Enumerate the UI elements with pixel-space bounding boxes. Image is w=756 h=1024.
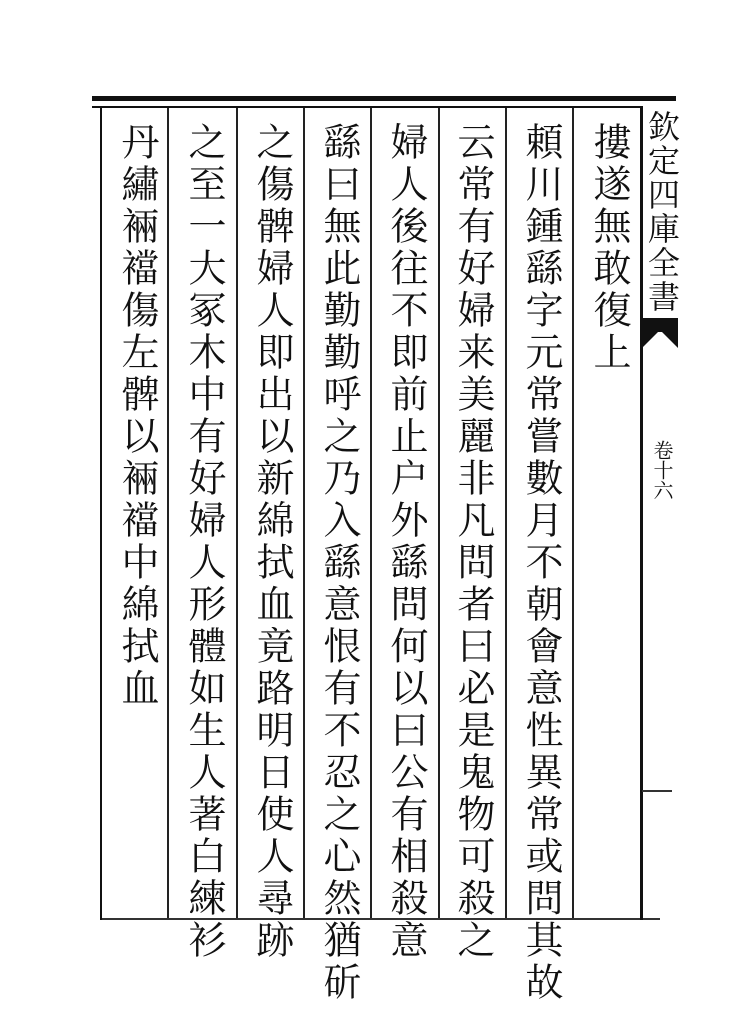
margin-tick — [642, 790, 672, 792]
text-column-6: 之至一大冢木中有好婦人形體如生人著白練衫 — [182, 122, 226, 962]
fish-tail-notch — [642, 330, 678, 348]
column-divider — [438, 108, 440, 918]
top-border-thin — [92, 106, 640, 108]
column-divider — [236, 108, 238, 918]
text-column-3: 婦人後往不即前止户外繇問何以曰公有相殺意 — [384, 122, 428, 962]
column-divider — [370, 108, 372, 918]
column-divider — [167, 108, 169, 918]
text-column-7: 丹繡裲襠傷左髀以裲襠中綿拭血 — [115, 122, 159, 710]
text-column-1: 頼川鍾繇字元常嘗數月不朝會意性異常或問其故 — [519, 122, 563, 1004]
column-divider — [572, 108, 574, 918]
column-divider — [303, 108, 305, 918]
column-divider — [505, 108, 507, 918]
text-column-4: 繇曰無此勤勤呼之乃入繇意恨有不忍之心然猶斫 — [317, 122, 361, 1004]
left-frame-line — [100, 106, 102, 920]
volume-label: 卷十六 — [650, 440, 674, 500]
text-column-top: 摟遂無敢復上 — [587, 122, 631, 374]
top-border-thick — [92, 96, 676, 101]
book-title: 欽定四庫全書 — [643, 110, 681, 314]
text-column-5: 之傷髀婦人即出以新綿拭血竟路明日使人尋跡 — [250, 122, 294, 962]
text-column-2: 云常有好婦来美麗非凡問者曰必是鬼物可殺之 — [451, 122, 495, 962]
